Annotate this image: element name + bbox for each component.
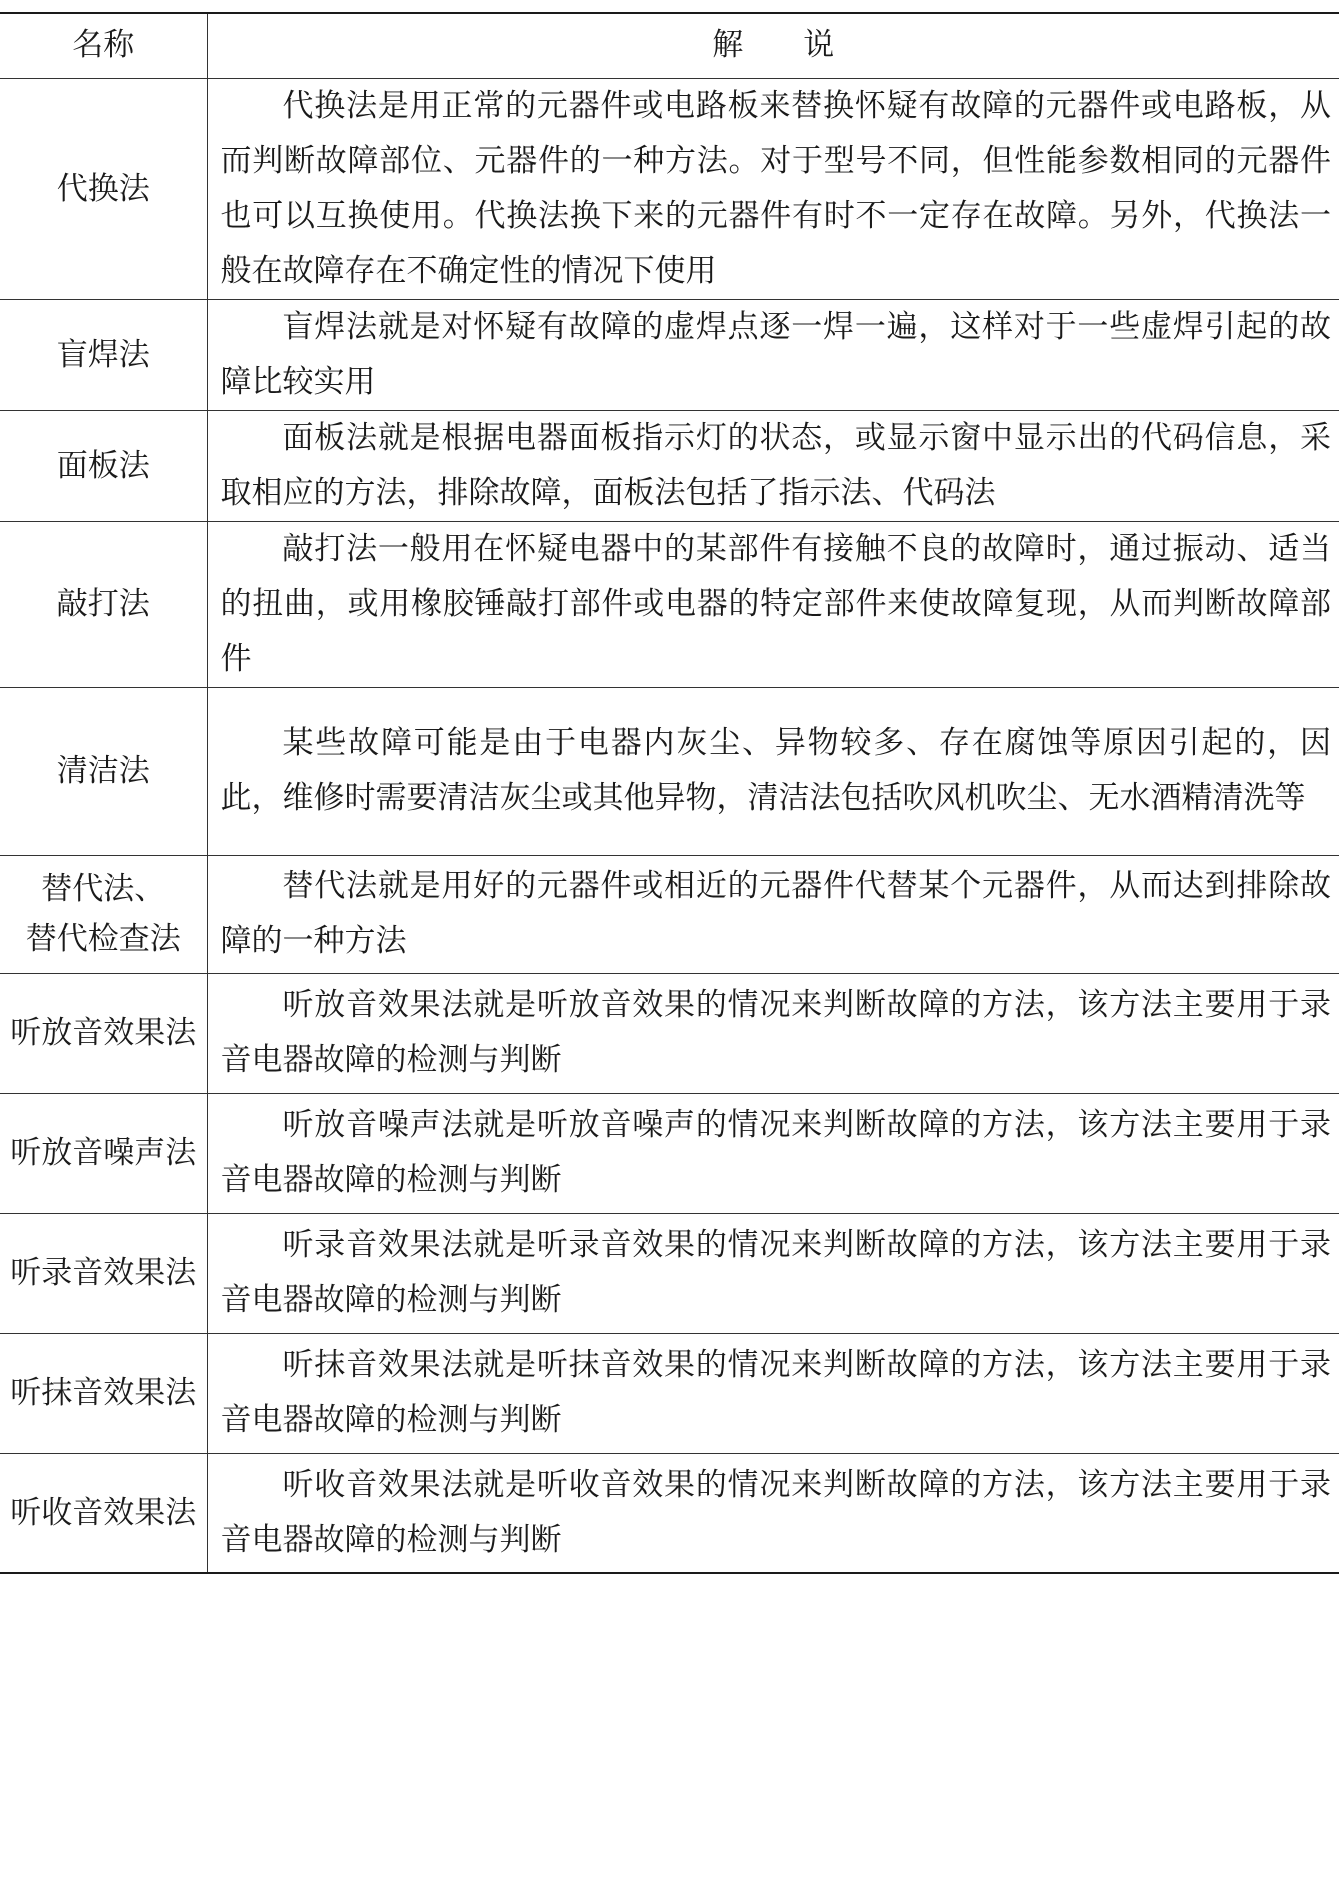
table-row [0,410,1339,521]
table-row [0,78,1339,299]
method-name: 替代法、 替代检查法 [0,855,207,973]
method-name: 听收音效果法 [0,1453,207,1573]
table-row [0,1093,1339,1213]
header-name: 名称 [0,13,207,78]
table-row [0,687,1339,855]
method-name: 面板法 [0,410,207,521]
method-name: 代换法 [0,78,207,299]
repair-methods-table [0,12,1339,1574]
method-description: 某些故障可能是由于电器内灰尘、异物较多、存在腐蚀等原因引起的，因此，维修时需要清洁灰尘或其他异物，清洁法包括吹风机吹尘、无水酒精清洗等 [207,687,1339,855]
method-description: 面板法就是根据电器面板指示灯的状态，或显示窗中显示出的代码信息，采取相应的方法，排除故障，面板法包括了指示法、代码法 [207,410,1339,521]
method-name: 听录音效果法 [0,1213,207,1333]
table-row [0,521,1339,687]
method-name: 清洁法 [0,687,207,855]
header-description: 解说 [207,13,1339,78]
table-row [0,1453,1339,1573]
method-description: 代换法是用正常的元器件或电路板来替换怀疑有故障的元器件或电路板，从而判断故障部位、元器件的一种方法。对于型号不同，但性能参数相同的元器件也可以互换使用。代换法换下来的元器件有时不一定存在故障。另外，代换法一般在故障存在不确定性的情况下使用 [207,78,1339,299]
method-description: 敲打法一般用在怀疑电器中的某部件有接触不良的故障时，通过振动、适当的扭曲，或用橡胶锤敲打部件或电器的特定部件来使故障复现，从而判断故障部件 [207,521,1339,687]
table-row [0,299,1339,410]
method-name: 盲焊法 [0,299,207,410]
method-description: 听放音效果法就是听放音效果的情况来判断故障的方法，该方法主要用于录音电器故障的检测与判断 [207,973,1339,1093]
table-row [0,973,1339,1093]
table-row [0,1213,1339,1333]
method-name: 听放音噪声法 [0,1093,207,1213]
method-description: 盲焊法就是对怀疑有故障的虚焊点逐一焊一遍，这样对于一些虚焊引起的故障比较实用 [207,299,1339,410]
method-name: 听抹音效果法 [0,1333,207,1453]
table-header-row [0,13,1339,78]
method-description: 听抹音效果法就是听抹音效果的情况来判断故障的方法，该方法主要用于录音电器故障的检测与判断 [207,1333,1339,1453]
method-name: 听放音效果法 [0,973,207,1093]
method-description: 听收音效果法就是听收音效果的情况来判断故障的方法，该方法主要用于录音电器故障的检测与判断 [207,1453,1339,1573]
table-row [0,1333,1339,1453]
method-description: 听录音效果法就是听录音效果的情况来判断故障的方法，该方法主要用于录音电器故障的检测与判断 [207,1213,1339,1333]
table-row [0,855,1339,973]
method-description: 听放音噪声法就是听放音噪声的情况来判断故障的方法，该方法主要用于录音电器故障的检测与判断 [207,1093,1339,1213]
method-name: 敲打法 [0,521,207,687]
method-description: 替代法就是用好的元器件或相近的元器件代替某个元器件，从而达到排除故障的一种方法 [207,855,1339,973]
